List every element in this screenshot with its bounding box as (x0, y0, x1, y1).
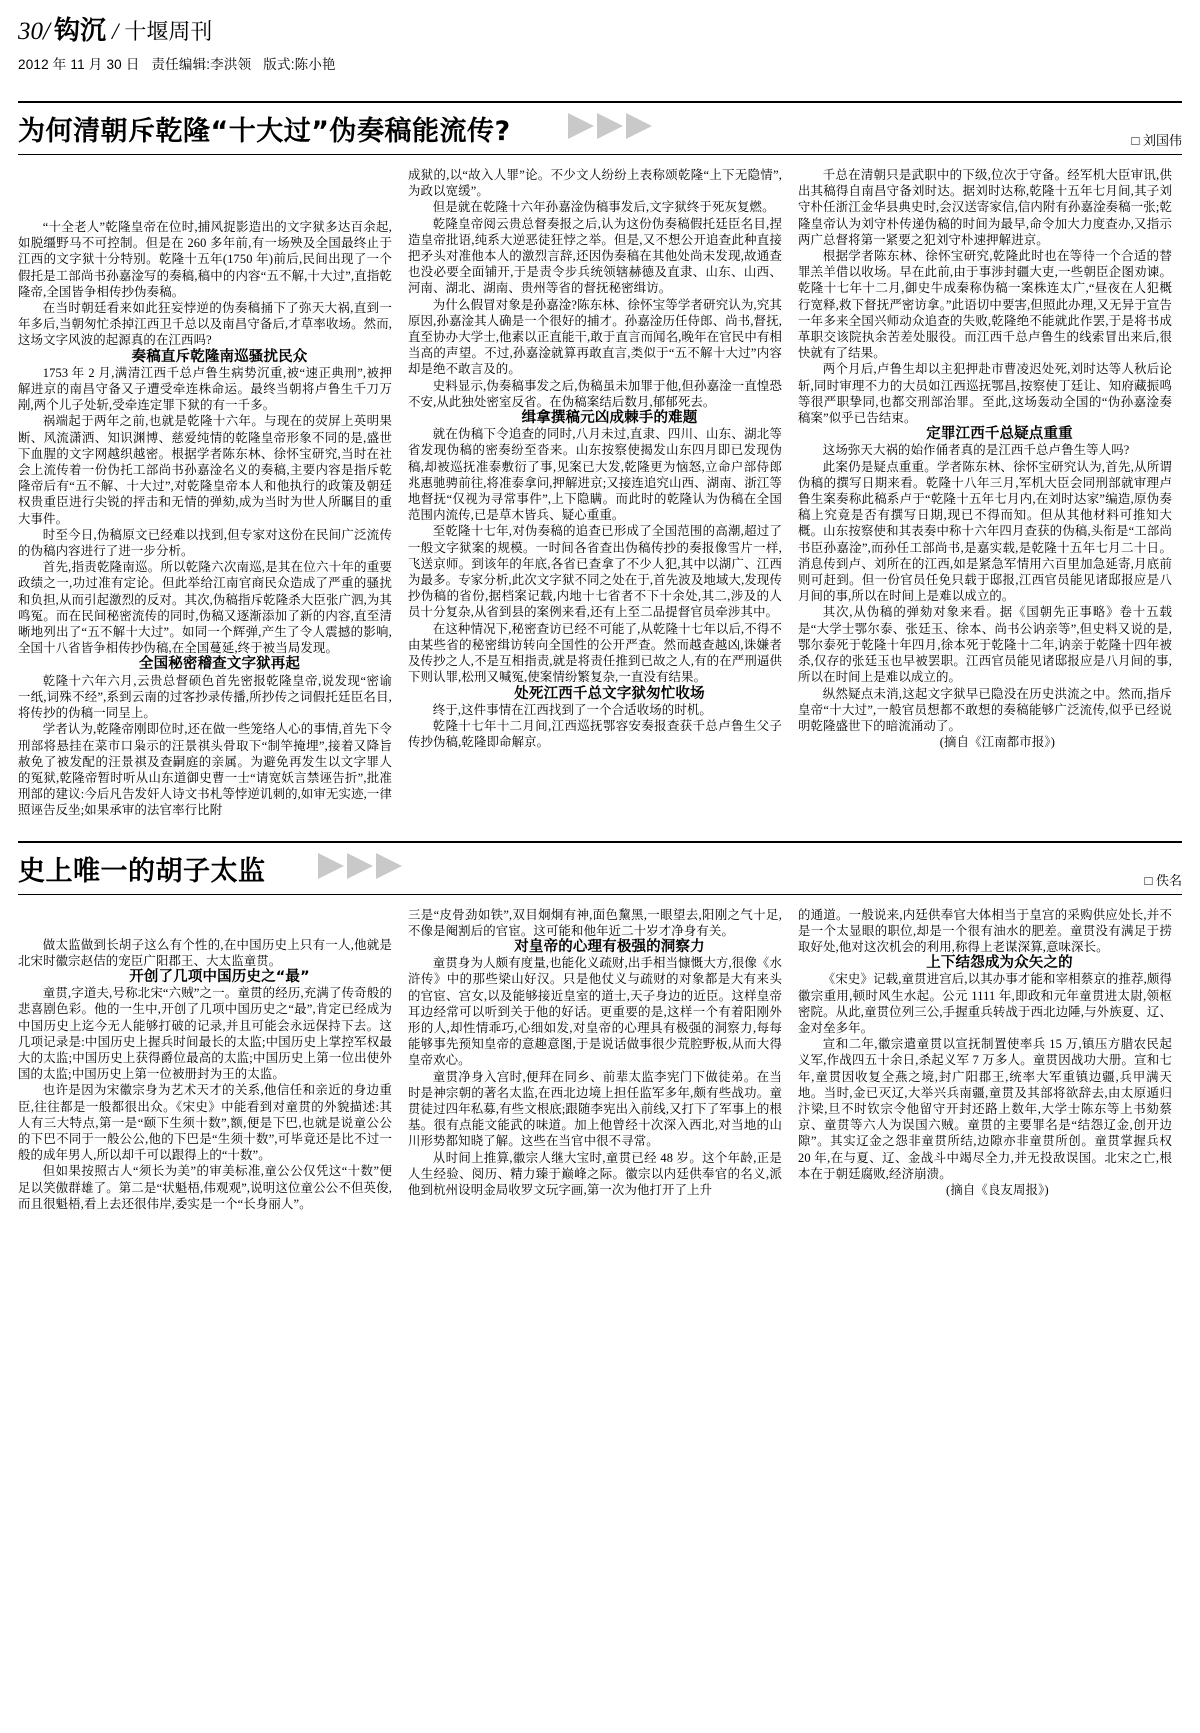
subheading: 奏稿直斥乾隆南巡骚扰民众 (131, 348, 308, 365)
headline-rule-top (18, 841, 1182, 843)
paragraph: 学者认为,乾隆帝刚即位时,还在做一些笼络人心的事情,首先下令刑部将悬挂在菜市口枭示的汪景祺头骨取下“制竿掩埋”,接着又降旨赦免了被发配的汪景祺及查嗣庭的亲属。为避免再发生以文字罪人的冤狱,乾隆帝暂时听从山东道御史曹一士“请宽妖言禁诬告折”,批准刑部的建议:今后凡告发奸人诗文书札等悖逆讥刺的,如审无实迹,一律照诬告反坐;如果承审的法官率行比附 (18, 722, 392, 818)
paragraph: 乾隆皇帝阅云贵总督奏报之后,认为这份伪奏稿假托廷臣名目,捏造皇帝批语,纯系大逆恶徒狂悖之举。但是,又不想公开追查此种直接把矛头对准他本人的激烈言辞,还因伪奏稿在其他处尚未发现,故通查也没必要全面铺开,于是责令步兵统领辖赫德及直隶、山东、山西、河南、湖北、湖南、贵州等省的督抚秘密缉访。 (408, 216, 782, 296)
chevron-right-icon (318, 853, 344, 879)
paragraph: “十全老人”乾隆皇帝在位时,捕风捉影造出的文字狱多达百余起,如脱缰野马不可控制。但是在 260 多年前,有一场殃及全国最终止于江西的文字狱十分特别。乾隆十五年(1750 年)前后,民间出现了一个假托是工部尚书孙嘉淦写的奏稿,稿中的内容“五不解,十大过”,直指乾隆帝,全国皆争相传抄伪奏稿。 (18, 220, 392, 299)
article1-column-3 (798, 167, 1172, 819)
chevron-right-icon (568, 113, 594, 139)
chevron-right-icon (626, 113, 652, 139)
paragraph: 童贯净身入宫时,便拜在同乡、前辈太监李宪门下做徒弟。在当时是神宗朝的著名太监,在西北边境上担任监军多年,颇有些战功。童贯徒过四年私募,有些文根底;跟随李宪出入前线,又打下了军事上的根基。很有点能文能武的味道。加上他曾经十次深入西北,对当地的山川形势都知晓了解。这些在当官中很不寻常。 (408, 1069, 782, 1149)
article2-headline-band (18, 841, 1182, 895)
paragraph: 但是就在乾隆十六年孙嘉淦伪稿事发后,文字狱终于死灰复燃。 (432, 200, 775, 215)
layout-credit: 版式:陈小艳 (263, 57, 336, 72)
paragraph: 的通道。一般说来,内廷供奉官大体相当于皇宫的采购供应处长,并不是一个太显眼的职位,却是一个很有油水的肥差。童贯没有满足于捞取好处,他对这次机会的利用,称得上老谋深算,意味深长。 (798, 907, 1172, 954)
headline-arrow-group (568, 113, 652, 139)
paragraph: 至乾隆十七年,对伪奏稿的追查已形成了全国范围的高潮,超过了一般文字狱案的规模。一时间各省查出伪稿传抄的奏报像雪片一样,飞送京师。到该年的年底,各省已查拿了不少人犯,其中以湖广、江西为最多。专家分析,此次文字狱不同之处在于,首先波及地域大,发现传抄伪稿的省份,据档案记载,内地十七省者不下十余处,其二,涉及的人员十分复杂,从省到县的案例来看,还有上至二品提督官员牵涉其中。 (408, 524, 782, 620)
paragraph: 纵然疑点未消,这起文字狱早已隐没在历史洪流之中。然而,指斥皇帝“十大过”,一般官员想都不敢想的奏稿能够广泛流传,似乎已经说明乾隆盛世下的暗流涌动了。 (798, 686, 1172, 733)
article2-column-1 (18, 907, 392, 1212)
paragraph: 在这种情况下,秘密查访已经不可能了,从乾隆十七年以后,不得不由某些省的秘密缉访转向全国性的公开严查。然而越查越凶,诛嫌者及传抄之人,不是互相指责,就是将责任推到已故之人,有的在严刑逼供下则认罪,松刑又喊冤,使案情纷繁复杂,一直没有结果。 (408, 621, 782, 685)
paragraph: 童贯,字道夫,号称北宋“六贼”之一。童贯的经历,充满了传奇般的悲喜剧色彩。他的一生中,开创了几项中国历史之“最”,肯定已经成为中国历史上迄今无人能够打破的记录,并且可能会永远保持下去。这几项记录是:中国历史上握兵时间最长的太监;中国历史上掌控军权最大的太监;中国历史上获得爵位最高的太监;中国历史上第一位出使外国的太监;中国历史上第一位被册封为王的太监。 (18, 986, 392, 1082)
subheading: 对皇帝的心理有极强的洞察力 (514, 938, 705, 955)
section-name: 钩沉 (53, 16, 106, 46)
paragraph: 首先,指责乾隆南巡。所以乾隆六次南巡,是其在位六十年的重要政绩之一,功过准有定论。但此举给江南官商民众造成了严重的骚扰和负担,从而引起激烈的反对。其次,伪稿指斥乾隆杀大臣张广泗,为其鸣冤。而在民间秘密流传的同时,伪稿又逐渐添加了新的内容,直至清晰地列出了“五不解十大过”。如同一个辉弹,产生了令人震撼的影响,全国十八省皆争相传抄伪稿,在全国蔓延,终于被当局发现。 (18, 560, 392, 656)
page-number: 30/ (18, 18, 50, 45)
article1-byline: □ 刘国伟 (1131, 133, 1182, 148)
article2-source: (摘自《良友周报》) (946, 1182, 1049, 1197)
subheading: 全国秘密稽查文字狱再起 (138, 656, 301, 673)
masthead-meta (18, 53, 1182, 73)
article1-headline-band (18, 101, 1182, 155)
paper-name: 十堰周刊 (124, 19, 213, 44)
article1-headline: 为何清朝斥乾隆“十大过”伪奏稿能流传? (18, 116, 511, 147)
subheading: 上下结怨成为众矢之的 (926, 955, 1073, 972)
paragraph: 《宋史》记载,童贯进宫后,以其办事才能和宰相蔡京的推荐,颇得徽宗重用,顿时风生水起。公元 1111 年,即政和元年童贯进太尉,领枢密院。从此,童贯位列三公,手握重兵转战于西北边陲,与外族夏、辽、金对垒多年。 (798, 972, 1172, 1035)
headline-rule-top (18, 101, 1182, 103)
editor-credit: 责任编辑:李洪领 (151, 57, 252, 72)
headline-arrow-group (318, 853, 402, 879)
paragraph: 1753 年 2 月,满清江西千总卢鲁生病势沉重,被“速正典刑”,被押解进京的南昌守备又子遭受牵连株命运。最终当朝将卢鲁生千刀万剐,两个儿子处斩,受牵连定罪下狱的有一千多。 (18, 365, 392, 413)
paragraph: 根据学者陈东林、徐怀宝研究,乾隆此时也在等待一个合适的替罪羔羊借以收场。早在此前,由于事涉封疆大吏,一些朝臣企图劝谏。乾隆十七年十二月,御史牛成秦称伪稿一案株连太广,“昼夜在人犯概行宽释,救下督抚严密访拿。”此语切中要害,但照此办理,又无异于宣告一年多来全国兴师动众追查的失败,乾隆绝不能就此作罢,于是将书成革职交该院执余苦差处服役。而江西千总卢鲁生的线索冒出来后,很快就有了结果。 (798, 249, 1172, 361)
subheading: 定罪江西千总疑点重重 (926, 426, 1073, 443)
paragraph: 在当时朝廷看来如此狂妄悖逆的伪奏稿捅下了弥天大祸,直到一年多后,当朝匆忙杀掉江西卫千总以及南昌守备后,才草率收场。然而,这场文字风波的起源真的在江西吗? (18, 301, 392, 348)
paragraph: 此案仍是疑点重重。学者陈东林、徐怀宝研究认为,首先,从所谓伪稿的撰写日期来看。乾隆十八年三月,军机大臣会同刑部就审理卢鲁生案奏称此稿系卢于“乾隆十五年七月内,在刘时达家”编造,原伪奏稿上究竟是否有撰写日期,现已不得而知。但从其他材料可推知大概。山东按察使和其表奏中称十六年四月查获的伪稿,头衔是“工部尚书臣孙嘉淦”,而孙任工部尚书,是嘉实载,是乾隆十五年七月二十日。消息传到卢、刘所在的江西,如是紧急军情用六百里加急延寄,月底前则可赶到。但一份官员任免只载于邸报,江西官员能见诸邸报应是八月间的事,所以在时间上是难以成立的。 (798, 459, 1172, 604)
chevron-right-icon (597, 113, 623, 139)
paragraph: 时至今日,伪稿原文已经难以找到,但专家对这份在民间广泛流传的伪稿内容进行了进一步分析。 (18, 527, 392, 559)
paragraph: 就在伪稿下令追查的同时,八月未过,直隶、四川、山东、湖北等省发现伪稿的密奏纷至沓来。山东按察使揭发山东四月即已发现伪稿,却被巡抚准泰敷衍了事,见案已大发,乾隆更为恼怒,立命户部侍郎兆惠驰骋前往,将准泰拿问,押解进京;又接连追究山西、湖南、浙江等地督抚“仅视为寻常事件”,上下隐瞒。而此时的乾隆认为伪稿在全国范围内流传,已是草木皆兵、疑心重重。 (408, 427, 782, 523)
article1-lead-offset (18, 167, 392, 219)
article1-column-1 (18, 167, 392, 819)
paragraph: 三是“皮骨劲如铁”,双目炯炯有神,面色黧黑,一眼望去,阳刚之气十足,不像是阉割后的官宦。这可能和他年近二十岁才净身有关。 (408, 907, 782, 938)
paragraph: 从时间上推算,徽宗人继大宝时,童贯已经 48 岁。这个年龄,正是人生经验、阅历、精力臻于巅峰之际。徽宗以内廷供奉官的名义,派他到杭州设明金局收罗文玩字画,第一次为他打开了上升 (408, 1150, 782, 1197)
paragraph: 乾隆十七年十二月间,江西巡抚鄂容安奏报查获千总卢鲁生父子传抄伪稿,乾隆即命解京。 (408, 718, 782, 750)
article2-byline: □ 佚名 (1144, 872, 1182, 888)
headline-rule-bottom (18, 154, 1182, 155)
paragraph: 为什么假冒对象是孙嘉淦?陈东林、徐怀宝等学者研究认为,究其原因,孙嘉淦其人确是一个很好的捕才。孙嘉淦历任侍郎、尚书,督抚,直至协办大学士,他素以正直能干,敢于直言而闻名,晚年在官民中有相当高的声望。不过,孙嘉淦就算再敢直言,类似于“五不解十大过”内容却是绝不敢言及的。 (408, 297, 782, 377)
paragraph: 乾隆十六年六月,云贵总督硕色首先密报乾隆皇帝,说发现“密谕一纸,词殊不经”,系到云南的过客抄录传播,所抄传之词假托廷臣名目,将传抄的伪稿一同呈上。 (18, 673, 392, 721)
article2-column-3 (798, 907, 1172, 1212)
paragraph: 千总在清朝只是武职中的下级,位次于守备。经军机大臣审讯,供出其稿得自南昌守备刘时达。据刘时达称,乾隆十五年七月间,其子刘守朴任浙江金华县典史时,会汉送寄家信,信内附有孙嘉淦奏稿一张;乾隆皇帝认为刘守朴传递伪稿的时间为最早,命令加大力度查办,又指示两广总督将第一紧要之犯刘守朴速押解进京。 (798, 168, 1172, 247)
masthead (0, 0, 1200, 73)
subheading: 处死江西千总文字狱匆忙收场 (514, 685, 705, 702)
article2-headline: 史上唯一的胡子太监 (18, 855, 266, 887)
paragraph: 也许是因为宋徽宗身为艺术天才的关系,他信任和亲近的身边重臣,往往都是一般都很出众。《宋史》中能看到对童贯的外貌描述:其人有三大特点,第一是“颐下生须十数”,额,便是下巴,也就是说童公公的下巴不同于一般公公,他的下巴是“生须十数”,可毕竟还是比不过一般的成年男人,所以却千可以跟得上的“十数”。 (18, 1083, 392, 1163)
masthead-title-line (18, 10, 1182, 47)
subheading: 开创了几项中国历史之“最” (129, 968, 310, 985)
paragraph: 成狱的,以“故入人罪”论。不少文人纷纷上表称颂乾隆“上下无隐情”,为政以宽缓”。 (408, 168, 782, 199)
article1-columns (18, 167, 1182, 819)
article2-column-2 (408, 907, 782, 1212)
headline-rule-bottom (18, 894, 1182, 895)
paragraph: 童贯身为人颇有度量,也能化义疏财,出手相当慷慨大方,很像《水浒传》中的那些梁山好汉。只是他仗义与疏财的对象都是大有来头的官宦、宫女,以及能够接近皇室的道士,天子身边的近臣。这样皇帝耳边经常可以听到关于他的好话。更重要的是,这样一个有着阳刚外形的人,却性情乖巧,心细如发,对皇帝的心理具有极强的洞察力,每每能够事先预知皇帝的意趣意图,于是说话做事很少荒腔野板,从而大得皇帝欢心。 (408, 956, 782, 1068)
publication-date: 2012 年 11 月 30 日 (18, 57, 140, 72)
chevron-right-icon (376, 853, 402, 879)
paragraph: 史料显示,伪奏稿事发之后,伪稿虽未加罪于他,但孙嘉淦一直惶恐不安,从此独处密室反省。在伪稿案结后数月,郁郁死去。 (408, 378, 782, 409)
chevron-right-icon (347, 853, 373, 879)
paragraph: 终于,这件事情在江西找到了一个合适收场的时机。 (432, 702, 712, 717)
article2-columns (18, 907, 1182, 1212)
article1-source: (摘自《江南都市报》) (939, 735, 1055, 750)
paragraph: 其次,从伪稿的弹劾对象来看。据《国朝先正事略》卷十五载是“大学士鄂尔泰、张廷玉、徐本、尚书公讷亲等”,但史料又说的是,鄂尔泰死于乾隆十年四月,徐本死于乾隆十二年,讷亲于乾隆十四年被杀,仅存的张廷玉也早被罢职。江西官员能见诸邸报应是八月间的事,所以在时间上是难以成立的。 (798, 605, 1172, 685)
paragraph: 但如果按照古人“须长为美”的审美标准,童公公仅凭这“十数”便足以笑傲群雄了。第二是“状魁梧,伟观观”,说明这位童公公不但英俊,而且很魁梧,看上去还很伟岸,委实是一个“长身丽人”。 (18, 1164, 392, 1211)
subheading: 缉拿撰稿元凶成棘手的难题 (521, 410, 698, 427)
paragraph: 宣和二年,徽宗遣童贯以宣抚制置使率兵 15 万,镇压方腊农民起义军,作战四五十余日,杀起义军 7 万多人。童贯因战功大册。宣和七年,童贯因收复全燕之境,封广阳郡王,统率大军重镇边疆,兵甲满天地。当时,金已灭辽,大举兴兵南疆,童贯及其部将欲辞去,由太原遁归汴梁,旦不时钦宗令他留守开封还路上数年,大学士陈东等上书劾蔡京、童贯等六人为误国六贼。童贯的主要罪名是“结怨辽金,创开边隙”。其实辽金之怨非童贯所结,边隙亦非童贯所创。童贯掌握兵权 20 年,在与夏、辽、金战斗中竭尽全力,并无投敌误国。北宋之亡,根本在于朝廷腐败,经济崩溃。 (798, 1037, 1172, 1181)
article2-lead-offset (18, 907, 392, 937)
paragraph: 祸端起于两年之前,也就是乾隆十六年。与现在的荧屏上英明果断、风流潇洒、知识渊博、慈爱纯情的乾隆皇帝形象不同的是,盛世下血腥的文字网越织越密。根据学者陈东林、徐怀宝研究,当时在社会上流传着一份伪托工部尚书孙嘉淦名义的奏稿,主要内容是指斥乾隆帝后有“五不解、十大过”,对乾隆皇帝本人和他执行的政策及朝廷权贵重臣进行尖锐的抨击和无情的弹劾,成为当时为世人所瞩目的重大事件。 (18, 414, 392, 526)
article1-column-2 (408, 167, 782, 819)
masthead-separator: / (111, 19, 119, 44)
paragraph: 做太监做到长胡子这么有个性的,在中国历史上只有一人,他就是北宋时徽宗赵佶的宠臣广阳郡王、大太监童贯。 (18, 937, 392, 968)
paragraph: 这场弥天大祸的始作俑者真的是江西千总卢鲁生等人吗? (822, 443, 1130, 458)
paragraph: 两个月后,卢鲁生却以主犯押赴市曹凌迟处死,刘时达等人秋后论斩,同时审理不力的大员如江西巡抚鄂昌,按察使丁廷让、知府藏振鸣等很严职挚同,也都交刑部治罪。至此,这场轰动全国的“伪孙嘉淦奏稿案”似乎已告结束。 (798, 362, 1172, 426)
